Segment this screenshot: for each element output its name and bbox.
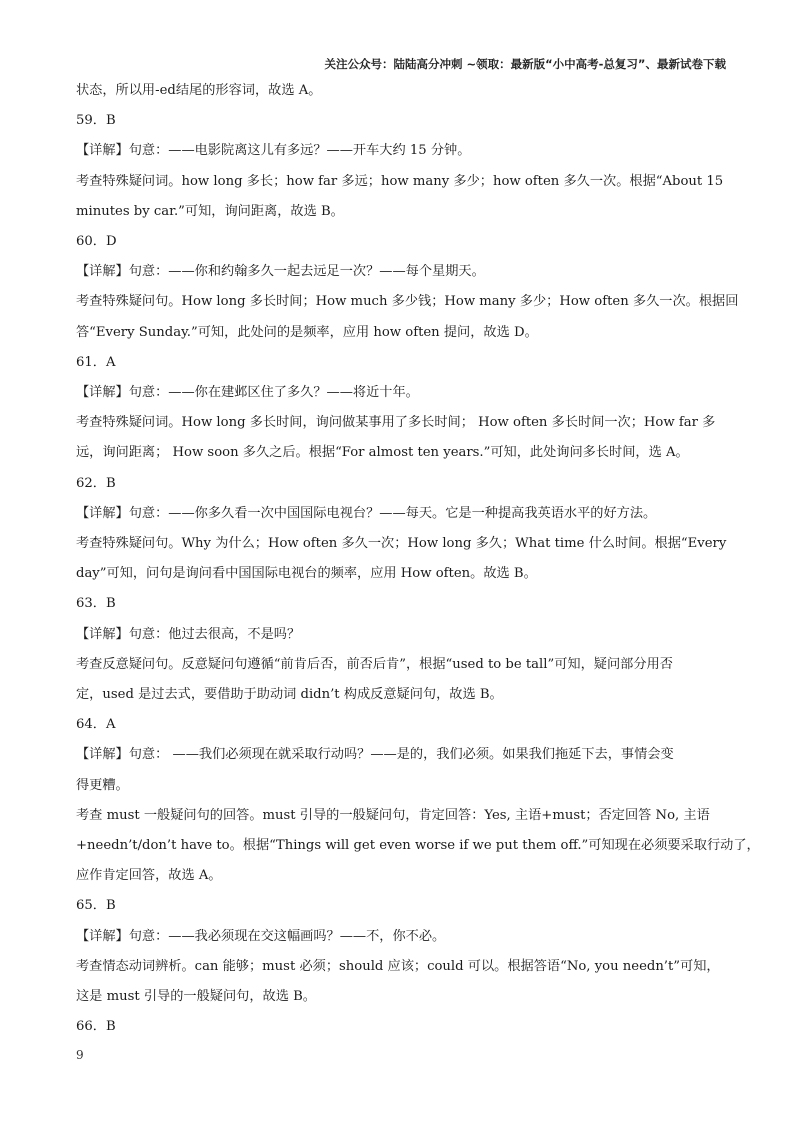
text-line: +needn’t/don’t have to。根据“Things will get even worse if we put them off.”可知现在必须要采取行动了， — [76, 838, 760, 854]
text-line: 状态，所以用-ed结尾的形容词，故选 A。 — [76, 83, 322, 98]
page-header: 关注公众号：陆陆高分冲刺 ~领取：最新版“小中高考-总复习”、最新试卷下载 — [324, 57, 726, 71]
text-line: 【详解】句意：——你多久看一次中国国际电视台？——每天。它是一种提高我英语水平的好方法。 — [76, 505, 657, 521]
text-line: 定，used 是过去式，要借助于助动词 didn’t 构成反意疑问句，故选 B。 — [76, 687, 503, 703]
text-line: 【详解】句意： ——我们必须现在就采取行动吗？——是的，我们必须。如果我们拖延下去，事情会变 — [76, 747, 674, 763]
text-line: 考查特殊疑问句。How long 多长时间；How much 多少钱；How many 多少；How often 多久一次。根据回 — [76, 294, 739, 310]
text-line: 考查情态动词辨析。can 能够；must 必须；should 应该；could 可以。根据答语“No, you needn’t”可知， — [76, 958, 720, 974]
text-line: 【详解】句意：——你和约翰多久一起去远足一次？——每个星期天。 — [76, 264, 485, 280]
document-body — [76, 76, 760, 1043]
text-line: 应作肯定回答，故选 A。 — [76, 868, 222, 884]
text-line: 考查特殊疑问词。How long 多长时间，询问做某事用了多长时间； How often 多长时间一次；How far 多 — [76, 415, 716, 431]
page-number: 9 — [76, 1048, 84, 1062]
question-number: 61．A — [76, 354, 116, 370]
question-number: 60．D — [76, 234, 117, 250]
text-line: 考查反意疑问句。反意疑问句遵循“前肯后否，前否后肯”，根据“used to be tall”可知，疑问部分用否 — [76, 656, 673, 672]
text-line: 【详解】句意：——电影院离这儿有多远？——开车大约 15 分钟。 — [76, 143, 471, 159]
text-line: 【详解】句意：——我必须现在交这幅画吗？——不，你不必。 — [76, 928, 446, 944]
text-line: 这是 must 引导的一般疑问句，故选 B。 — [76, 989, 316, 1005]
question-number: 66．B — [76, 1019, 116, 1035]
text-line: minutes by car.”可知，询问距离，故选 B。 — [76, 203, 344, 219]
question-number: 65．B — [76, 898, 116, 914]
question-number: 63．B — [76, 596, 116, 612]
text-line: 考查 must 一般疑问句的回答。must 引导的一般疑问句，肯定回答：Yes, 主语+must；否定回答 No, 主语 — [76, 807, 710, 823]
question-number: 64．A — [76, 717, 116, 733]
text-line: 考查特殊疑问词。how long 多长；how far 多远；how many 多少；how often 多久一次。根据“About 15 — [76, 173, 724, 189]
text-line: 【详解】句意：他过去很高，不是吗？ — [76, 626, 301, 642]
text-line: 远，询问距离； How soon 多久之后。根据“For almost ten years.”可知，此处询问多长时间，选 A。 — [76, 445, 689, 461]
text-line: 得更糟。 — [76, 777, 129, 793]
text-line: 【详解】句意：——你在建邺区住了多久？——将近十年。 — [76, 385, 419, 401]
question-number: 59．B — [76, 113, 116, 129]
text-line: 考查特殊疑问句。Why 为什么；How often 多久一次；How long 多久；What time 什么时间。根据“Every — [76, 536, 727, 552]
question-number: 62．B — [76, 475, 116, 491]
text-line: day”可知，问句是询问看中国国际电视台的频率，应用 How often。故选 B。 — [76, 566, 537, 582]
text-line: 答“Every Sunday.”可知，此处问的是频率，应用 how often 提问，故选 D。 — [76, 324, 538, 340]
